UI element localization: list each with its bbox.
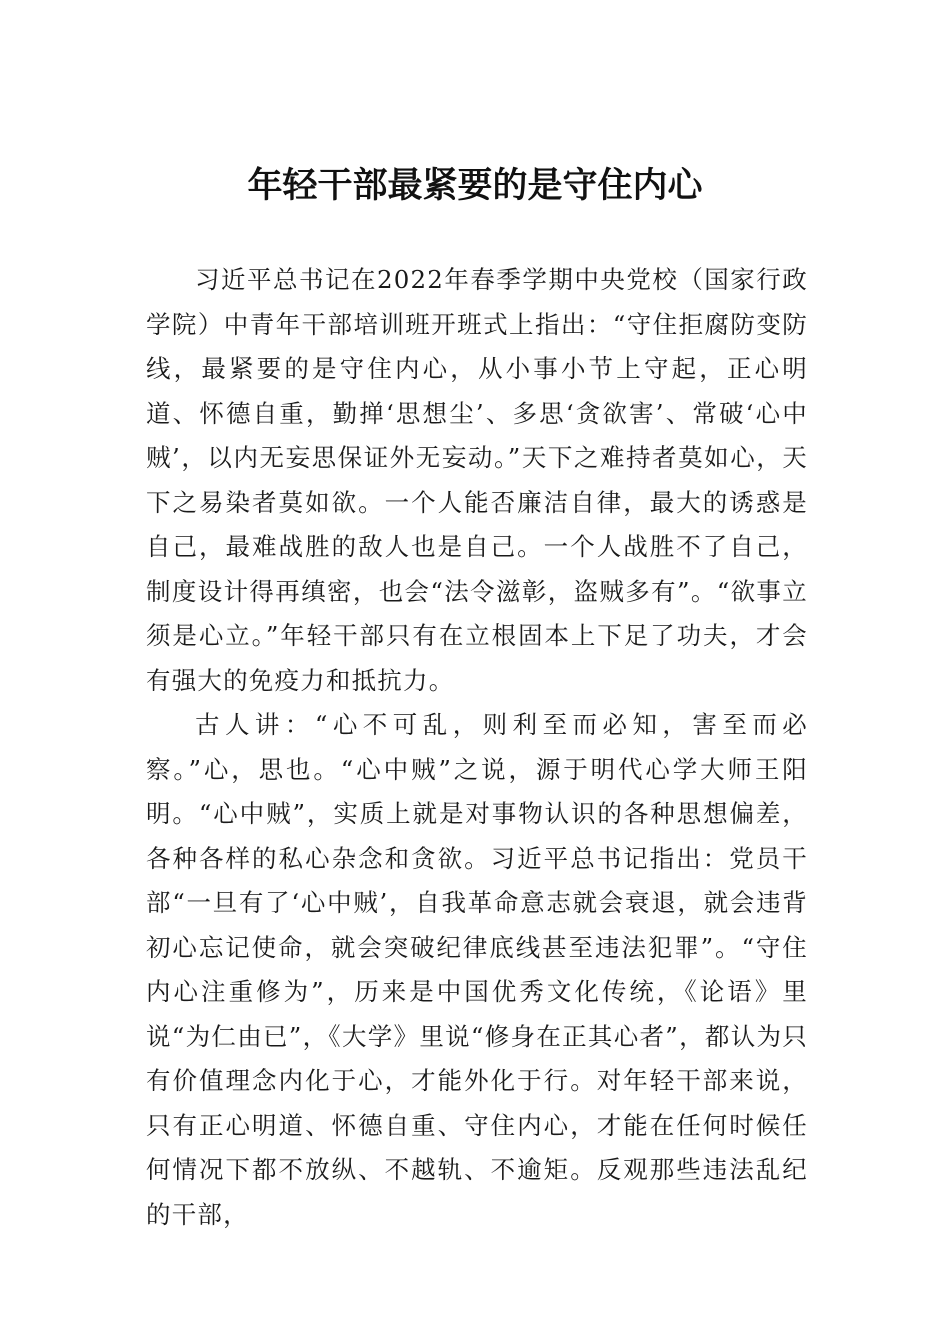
paragraph-1: 习近平总书记在2022年春季学期中央党校（国家行政学院）中青年干部培训班开班式上指出：“守住拒腐防变防线，最紧要的是守住内心，从小事小节上守起，正心明道、怀德自重，勤掸‘思想尘’、多思‘贪欲害’、常破‘心中贼’，以内无妄思保证外无妄动。”天下之难持者莫如心，天下之易染者莫如欲。一个人能否廉洁自律，最大的诱惑是自己，最难战胜的敌人也是自己。一个人战胜不了自己，制度设计得再缜密，也会“法令滋彰，盗贼多有”。“欲事立须是心立。”年轻干部只有在立根固本上下足了功夫，才会有强大的免疫力和抵抗力。: [146, 265, 808, 695]
document-title: 年轻干部最紧要的是守住内心: [247, 165, 703, 206]
document-body: [146, 258, 808, 1237]
paragraph-2: 古人讲：“心不可乱，则利至而必知，害至而必察。”心，思也。“心中贼”之说，源于明代心学大师王阳明。“心中贼”，实质上就是对事物认识的各种思想偏差，各种各样的私心杂念和贪欲。习近平总书记指出：党员干部“一旦有了‘心中贼’，自我革命意志就会衰退，就会违背初心忘记使命，就会突破纪律底线甚至违法犯罪”。“守住内心注重修为”，历来是中国优秀文化传统，《论语》里说“为仁由已”，《大学》里说“修身在正其心者”，都认为只有价值理念内化于心，才能外化于行。对年轻干部来说，只有正心明道、怀德自重、守住内心，才能在任何时候任何情况下都不放纵、不越轨、不逾矩。反观那些违法乱纪的干部，: [146, 710, 808, 1229]
